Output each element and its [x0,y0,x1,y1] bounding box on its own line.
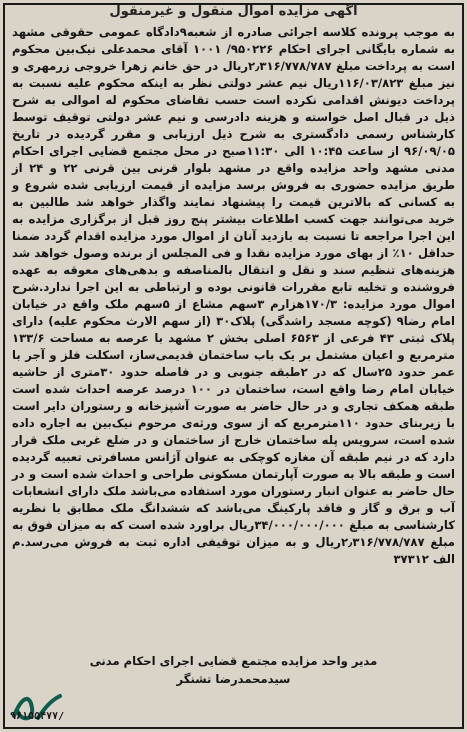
signatory-name: سیدمحمدرضا تشنگر [176,672,291,686]
signatory-position: مدیر واحد مزایده مجتمع قضایی اجرای احکام مدنی [89,654,378,668]
signature-block [14,652,453,688]
notice-body: به موجب پرونده کلاسه اجرائی صادره از شعبه۹دادگاه عمومی حقوقی مشهد به شماره بایگانی اجرای احکام ۹۵۰۲۲۶/ ۱۰۰۱ آقای محمدعلی نیک‌بین محکوم است به پرداخت مبلغ ۲٫۳۱۶/۷۷۸/۷۸۷ریال در حق خانم زهرا خروجی زرمهری و نیز مبلغ ۱۱۶/۰۳/۸۲۳ریال نیم عشر دولتی نظر به اینکه محکوم علیه نسبت به پرداخت دیونش اقدامی نکرده است حسب تقاضای محکوم له اموالی به شرح ذیل در قبال اصل خواسته و هزینه دادرسی و نیم عشر دولتی توقیف توسط کارشناس رسمی دادگستری به شرح ذیل ارزیابی و مقرر گردیده در تاریخ ۹۶/۰۹/۰۵ از ساعت ۱۰:۴۵ الی ۱۱:۳۰صبح در محل مجتمع قضایی اجرای احکام مدنی مشهد واحد مزایده واقع در مشهد بلوار قرنی بین قرنی ۲۲ و ۲۴ از طریق مزایده حضوری به فروش برسد مزایده از قیمت ارزیابی شده شروع و به کسانی که بالاترین قیمت را پیشنهاد نمایند واگذار خواهد شد طالبین به خرید می‌توانند جهت کسب اطلاعات بیشتر پنج روز قبل از برگزاری مزایده به این اجرا مراجعه تا نسبت به بازدید آنان از اموال مورد مزایده اقدام گردد ضمنا حداقل ۱۰٪ از بهای مورد مزایده نقدا و فی المجلس از برنده وصول خواهد شد هزینه‌های تنظیم سند و نقل و انتقال بالمناصفه و بدهی‌های معوقه به عهده فروشنده و تخلیه تابع مقررات قانونی بوده و ارتباطی به این اجرا ندارد.شرح اموال مورد مزایده: ۱۷۰/۳هزارم ۳سهم مشاع از ۵سهم ملک واقع در خیابان امام رضا۹ (کوچه مسجد راشدگی) پلاک۳۰ (از سهم الارث محکوم علیه) دارای پلاک ثبتی ۴۳ فرعی از ۶۵۶۳ اصلی بخش ۲ مشهد با عرصه به مساحت ۱۳۳/۶ مترمربع و اعیان مشتمل بر یک باب ساختمان قدیمی‌ساز، اسکلت فلز و آجر با عمر حدود ۲۵سال که در ۲طبقه جنوبی و در فاصله حدود ۳۰متری از حاشیه خیابان امام رضا واقع است، ساختمان در ۱۰۰ درصد عرصه احداث شده است طبقه همکف تجاری و در حال حاضر به صورت آشپزخانه و رستوران دایر است با زیربنای حدود ۱۱۰مترمربع که از سوی ورثه‌ی مرحوم نیک‌بین به اجاره داده شده است، سرویس پله ساختمان خارج از ساختمان و در ضلع غربی ملک قرار دارد که در نیم طبقه آن مغازه کوچکی به عنوان آژانس مسافرتی تعبیه گردیده است و طبقه بالا به صورت آپارتمان مسکونی طراحی و احداث شده است و در حال حاضر به عنوان انبار رستوران مورد استفاده می‌باشد ملک دارای انشعابات آب و برق و گاز و فاقد پارکینگ می‌باشد که ششدانگ ملک مطابق با نظریه کارشناسی به مبلغ ۳۴/۰۰۰/۰۰۰/۰۰۰ریال براورد شده است که به میزان فوق به مبلغ ۲٫۳۱۶/۷۷۸/۷۸۷ریال و به میزان توقیفی اداره ثبت به فروش می‌رسد.م الف ۳۷۳۱۲ [12,25,456,566]
reference-code: ۹۶۱۵۵۴۷۷/ [10,711,65,722]
notice-title: آگهی مزایده اموال منقول و غیرمنقول [109,4,358,19]
